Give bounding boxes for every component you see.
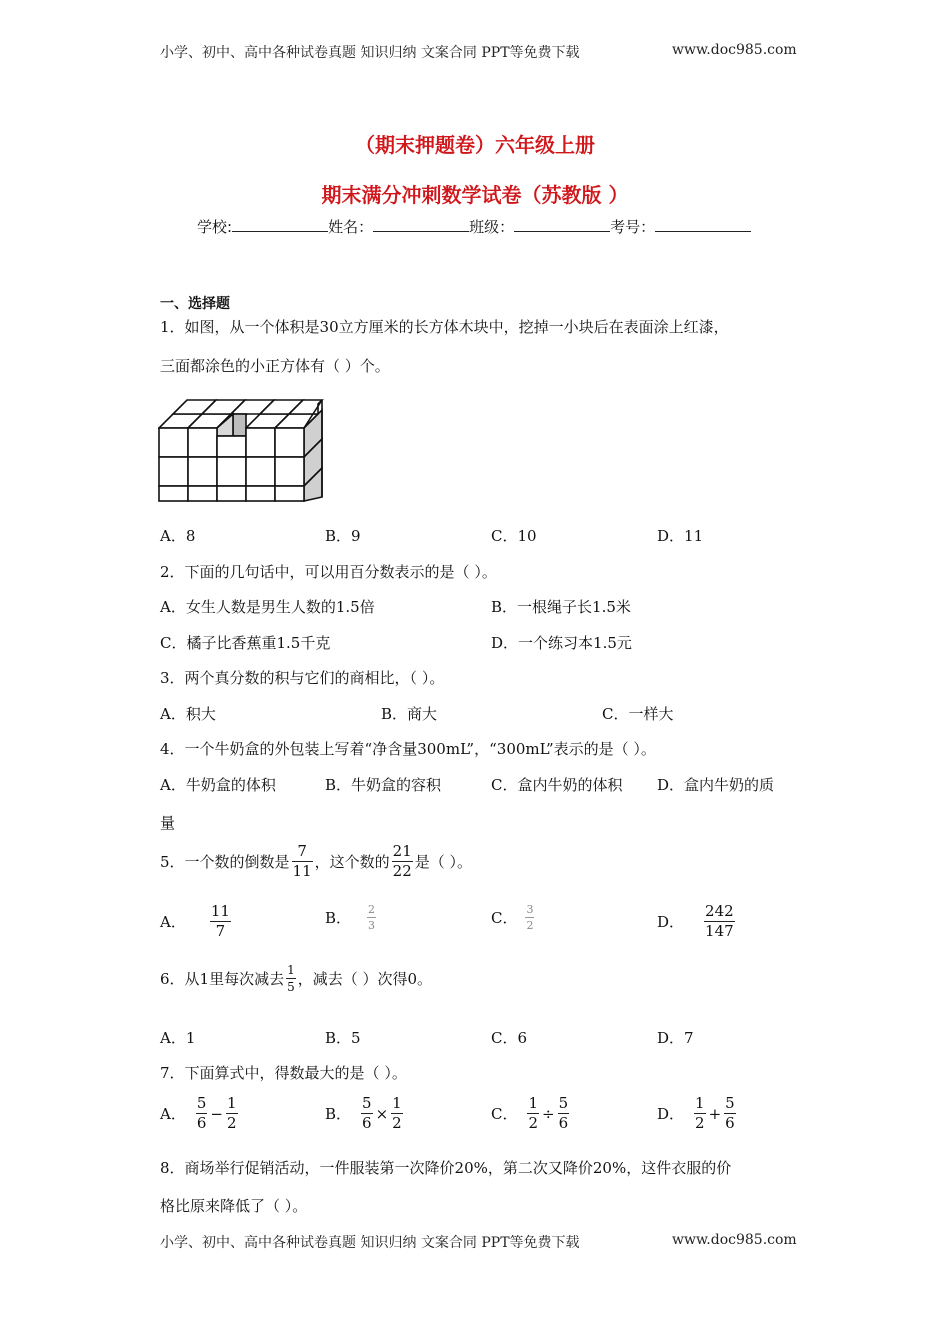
numerator: 1 <box>392 1094 402 1112</box>
header-url[interactable]: www.doc985.com <box>672 42 797 58</box>
q7-text: 7．下面算式中，得数最大的是（ ）。 <box>160 1064 407 1082</box>
option-fraction <box>704 904 735 939</box>
q1-text-line-2: 三面都涂色的小正方体有（ ）个。 <box>160 357 390 375</box>
q7-option-d[interactable] <box>657 1096 738 1131</box>
option-fraction-a <box>527 1096 539 1131</box>
q3-text: 3．两个真分数的积与它们的商相比，（ ）。 <box>160 669 445 687</box>
numerator: 21 <box>392 842 412 860</box>
option-fraction-b <box>724 1096 736 1131</box>
q8-text-line-1: 8．商场举行促销活动，一件服装第一次降价20%，第二次又降价20%，这件衣服的价 <box>160 1159 732 1177</box>
q6-option-b[interactable]: B．5 <box>325 1029 361 1047</box>
denominator: 5 <box>287 980 295 994</box>
class-label: 班级： <box>469 218 515 236</box>
option-fraction-a <box>694 1096 706 1131</box>
option-label: D． <box>657 913 685 931</box>
number-blank[interactable] <box>655 217 751 232</box>
q1-option-a[interactable]: A．8 <box>160 527 196 545</box>
q6-fraction <box>286 964 296 993</box>
numerator: 1 <box>226 1094 237 1112</box>
school-label: 学校: <box>197 218 233 236</box>
q5-fraction-2 <box>392 844 413 879</box>
name-label: 姓名： <box>328 218 374 236</box>
q1-option-d[interactable]: D．11 <box>657 527 704 545</box>
denominator: 2 <box>226 1114 237 1132</box>
q1-option-b[interactable]: B．9 <box>325 527 361 545</box>
numerator: 5 <box>725 1094 735 1112</box>
denominator: 147 <box>705 922 734 940</box>
q2-option-c[interactable]: C．橘子比香蕉重1.5千克 <box>160 634 331 652</box>
numerator: 5 <box>558 1094 569 1112</box>
denominator: 6 <box>558 1114 569 1132</box>
denominator: 2 <box>695 1114 705 1132</box>
q5-fraction-1 <box>292 844 313 879</box>
footer-url[interactable]: www.doc985.com <box>672 1232 797 1248</box>
q6-option-a[interactable]: A．1 <box>160 1029 196 1047</box>
q7-option-a[interactable] <box>160 1096 240 1131</box>
option-label: B． <box>325 1105 352 1123</box>
q4-text: 4．一个牛奶盒的外包装上写着“净含量300mL”，“300mL”表示的是（ ）。 <box>160 740 656 758</box>
denominator: 11 <box>292 862 312 880</box>
name-blank[interactable] <box>373 217 469 232</box>
option-label: D． <box>657 1105 685 1123</box>
q6-option-d[interactable]: D．7 <box>657 1029 694 1047</box>
numerator: 5 <box>362 1094 372 1112</box>
denominator: 2 <box>526 919 534 932</box>
q1-option-c[interactable]: C．10 <box>491 527 537 545</box>
q5-option-a[interactable] <box>160 904 233 939</box>
q4-option-b[interactable]: B．牛奶盒的容积 <box>325 776 442 794</box>
numerator: 2 <box>368 903 376 916</box>
q7-option-c[interactable] <box>491 1096 571 1131</box>
operator: − <box>210 1104 223 1123</box>
option-label: C． <box>491 909 518 927</box>
q5-option-c[interactable] <box>491 904 536 931</box>
q5-option-d[interactable] <box>657 904 737 939</box>
q5-text <box>160 844 472 879</box>
numerator: 1 <box>695 1094 705 1112</box>
option-fraction <box>367 904 376 931</box>
option-fraction-b <box>391 1096 403 1131</box>
denominator: 6 <box>725 1114 735 1132</box>
q2-text: 2．下面的几句话中，可以用百分数表示的是（ ）。 <box>160 563 497 581</box>
option-fraction <box>210 904 231 939</box>
q2-option-b[interactable]: B．一根绳子长1.5米 <box>491 598 631 616</box>
q5-post: 是（ ）。 <box>414 853 473 871</box>
q6-post: ，减去（ ）次得0。 <box>297 970 433 988</box>
option-label: A． <box>160 913 186 931</box>
q5-pre: 5．一个数的倒数是 <box>160 853 290 871</box>
denominator: 6 <box>196 1114 207 1132</box>
student-info-row <box>197 216 751 237</box>
option-label: C． <box>491 1105 518 1123</box>
footer-text: 小学、初中、高中各种试卷真题 知识归纳 文案合同 PPT等免费下载 <box>160 1235 580 1251</box>
denominator: 3 <box>368 919 376 932</box>
class-blank[interactable] <box>514 217 610 232</box>
q5-mid: ，这个数的 <box>314 853 390 871</box>
option-fraction-a <box>196 1096 208 1131</box>
title-line-2: 期末满分冲刺数学试卷（苏教版 ） <box>321 183 629 207</box>
numerator: 1 <box>528 1094 539 1112</box>
q1-text-line-1: 1．如图，从一个体积是30立方厘米的长方体木块中，挖掉一小块后在表面涂上红漆， <box>160 318 729 336</box>
q4-option-d[interactable]: D．盒内牛奶的质 <box>657 776 775 794</box>
q5-option-b[interactable] <box>325 904 378 931</box>
numerator: 11 <box>210 902 230 920</box>
option-label: B． <box>325 909 352 927</box>
q7-option-b[interactable] <box>325 1096 405 1131</box>
q4-option-c[interactable]: C．盒内牛奶的体积 <box>491 776 623 794</box>
operator: ÷ <box>542 1104 555 1123</box>
numerator: 5 <box>196 1094 207 1112</box>
cuboid-figure <box>158 393 326 503</box>
denominator: 6 <box>362 1114 372 1132</box>
numerator: 7 <box>297 842 307 860</box>
q3-option-b[interactable]: B．商大 <box>381 705 438 723</box>
q2-option-d[interactable]: D．一个练习本1.5元 <box>491 634 632 652</box>
q3-option-a[interactable]: A．积大 <box>160 705 216 723</box>
title-line-1: （期末押题卷）六年级上册 <box>355 133 595 157</box>
q6-text <box>160 964 432 993</box>
numerator: 3 <box>526 903 534 916</box>
q8-text-line-2: 格比原来降低了（ ）。 <box>160 1197 308 1215</box>
denominator: 2 <box>392 1114 402 1132</box>
q3-option-c[interactable]: C．一样大 <box>602 705 674 723</box>
option-fraction-b <box>226 1096 238 1131</box>
option-fraction <box>525 904 534 931</box>
denominator: 7 <box>215 922 226 940</box>
q4-option-a[interactable]: A．牛奶盒的体积 <box>160 776 276 794</box>
numerator: 242 <box>705 902 734 920</box>
numerator: 1 <box>287 963 295 977</box>
option-fraction-b <box>558 1096 570 1131</box>
number-label: 考号： <box>610 218 656 236</box>
section-heading: 一、选择题 <box>160 296 230 312</box>
denominator: 22 <box>392 862 412 880</box>
option-fraction-a <box>361 1096 373 1131</box>
option-label: A． <box>160 1105 186 1123</box>
denominator: 2 <box>528 1114 539 1132</box>
q2-option-a[interactable]: A．女生人数是男生人数的1.5倍 <box>160 598 375 616</box>
q6-option-c[interactable]: C．6 <box>491 1029 528 1047</box>
school-blank[interactable] <box>232 217 328 232</box>
operator: + <box>708 1104 722 1123</box>
q4-option-d-wrap: 量 <box>160 814 176 832</box>
header-text: 小学、初中、高中各种试卷真题 知识归纳 文案合同 PPT等免费下载 <box>160 45 580 61</box>
operator: × <box>375 1104 389 1123</box>
q6-pre: 6．从1里每次减去 <box>160 970 285 988</box>
